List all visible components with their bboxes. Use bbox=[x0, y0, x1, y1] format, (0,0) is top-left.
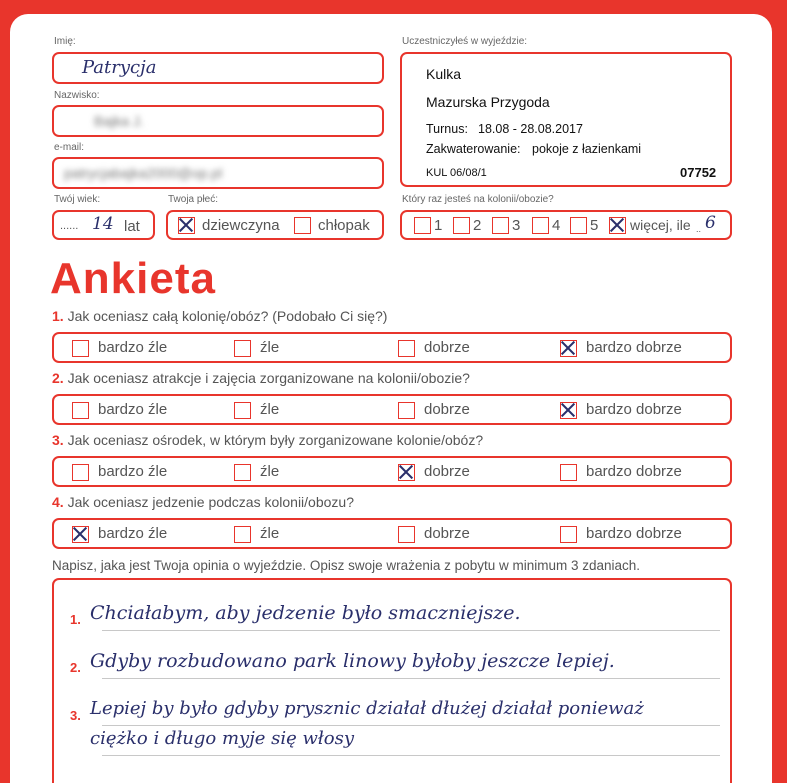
visits-field: 1 2 3 4 5 więcej, ile .. 6 bbox=[400, 210, 732, 240]
opinion-prompt: Napisz, jaka jest Twoja opinia o wyjeździe. Opisz swoje wrażenia z pobytu w minimum 3 zdaniach. bbox=[52, 558, 641, 573]
question-2-num: 2. bbox=[52, 370, 64, 386]
visits-more-checkbox[interactable] bbox=[609, 217, 626, 234]
question-3-options bbox=[52, 456, 732, 487]
wiek-label: Twój wiek: bbox=[54, 194, 101, 205]
question-3-option-1-checkbox[interactable] bbox=[72, 464, 89, 481]
trip-name: Kulka bbox=[426, 66, 462, 82]
question-1-option-3-label: dobrze bbox=[424, 339, 470, 356]
question-4-num: 4. bbox=[52, 494, 64, 510]
trip-program: Mazurska Przygoda bbox=[426, 94, 550, 110]
trip-label: Uczestniczyłeś w wyjeździe: bbox=[402, 36, 528, 47]
question-1-option-2-label: źle bbox=[260, 339, 280, 356]
page-title: Ankieta bbox=[50, 254, 216, 303]
plec-field bbox=[166, 210, 384, 240]
question-2-text bbox=[52, 370, 470, 386]
wiek-value: 14 bbox=[92, 214, 114, 234]
question-1-num: 1. bbox=[52, 308, 64, 324]
question-3-text bbox=[52, 432, 483, 448]
opinion-2-num: 2. bbox=[70, 660, 81, 675]
trip-number: 07752 bbox=[680, 165, 717, 180]
question-1-option-2-checkbox[interactable] bbox=[234, 340, 251, 357]
question-1-text bbox=[52, 308, 387, 324]
question-4-option-3-checkbox[interactable] bbox=[398, 526, 415, 543]
question-3-option-1-label: bardzo źle bbox=[98, 463, 168, 480]
opinion-3-text: Lepiej by było gdyby prysznic działał dłużej działał ponieważ bbox=[90, 698, 644, 719]
email-label: e-mail: bbox=[54, 142, 85, 153]
opinion-1-num: 1. bbox=[70, 612, 81, 627]
question-3-option-2-checkbox[interactable] bbox=[234, 464, 251, 481]
visits-5-checkbox[interactable] bbox=[570, 217, 587, 234]
question-4-option-2-checkbox[interactable] bbox=[234, 526, 251, 543]
question-2-options bbox=[52, 394, 732, 425]
turnus-value: 18.08 - 28.08.2017 bbox=[478, 122, 583, 136]
visits-3-label: 3 bbox=[512, 217, 521, 234]
question-2-label: Jak oceniasz atrakcje i zajęcia zorganizowane na kolonii/obozie? bbox=[67, 370, 470, 386]
question-1-option-1-checkbox[interactable] bbox=[72, 340, 89, 357]
email-value: patrycjabajka2000@op.pl bbox=[64, 165, 223, 181]
question-3-option-2-label: źle bbox=[260, 463, 280, 480]
question-1-option-3-checkbox[interactable] bbox=[398, 340, 415, 357]
visits-1-checkbox[interactable] bbox=[414, 217, 431, 234]
imie-field[interactable] bbox=[52, 52, 384, 84]
opinion-2-text: Gdyby rozbudowano park linowy byłoby jeszcze lepiej. bbox=[90, 650, 615, 672]
question-3-option-3-label: dobrze bbox=[424, 463, 470, 480]
imie-value: Patrycja bbox=[82, 57, 157, 78]
question-1-label: Jak oceniasz całą kolonię/obóz? (Podobało Ci się?) bbox=[67, 308, 388, 324]
visits-more-label: więcej, ile bbox=[630, 217, 691, 233]
wiek-field[interactable] bbox=[52, 210, 155, 240]
question-4-options bbox=[52, 518, 732, 549]
opinion-3-num: 3. bbox=[70, 708, 81, 723]
question-2-option-2-checkbox[interactable] bbox=[234, 402, 251, 419]
question-4-option-2-label: źle bbox=[260, 525, 280, 542]
visits-4-checkbox[interactable] bbox=[532, 217, 549, 234]
question-2-option-3-label: dobrze bbox=[424, 401, 470, 418]
question-1-option-1-label: bardzo źle bbox=[98, 339, 168, 356]
imie-label: Imię: bbox=[54, 36, 76, 47]
visits-2-checkbox[interactable] bbox=[453, 217, 470, 234]
question-4-option-1-checkbox[interactable] bbox=[72, 526, 89, 543]
wiek-unit: lat bbox=[124, 218, 140, 235]
question-4-option-1-label: bardzo źle bbox=[98, 525, 168, 542]
zakwaterowanie-label: Zakwaterowanie: bbox=[426, 142, 521, 156]
email-field[interactable] bbox=[52, 157, 384, 189]
opinion-1-text: Chciałabym, aby jedzenie było smaczniejsze. bbox=[90, 602, 521, 624]
question-1-options bbox=[52, 332, 732, 363]
nazwisko-label: Nazwisko: bbox=[54, 90, 100, 101]
plec-chlopak-checkbox[interactable] bbox=[294, 217, 311, 234]
opinion-box[interactable] bbox=[52, 578, 732, 783]
question-4-option-3-label: dobrze bbox=[424, 525, 470, 542]
visits-label: Który raz jesteś na kolonii/obozie? bbox=[402, 194, 554, 205]
visits-3-checkbox[interactable] bbox=[492, 217, 509, 234]
visits-5-label: 5 bbox=[590, 217, 599, 234]
nazwisko-field[interactable] bbox=[52, 105, 384, 137]
visits-1-label: 1 bbox=[434, 217, 443, 234]
question-2-option-4-label: bardzo dobrze bbox=[586, 401, 682, 418]
question-4-option-4-label: bardzo dobrze bbox=[586, 525, 682, 542]
question-3-option-4-checkbox[interactable] bbox=[560, 464, 577, 481]
zakwaterowanie-value: pokoje z łazienkami bbox=[532, 142, 642, 156]
trip-info-box bbox=[400, 52, 732, 187]
question-3-num: 3. bbox=[52, 432, 64, 448]
question-4-option-4-checkbox[interactable] bbox=[560, 526, 577, 543]
question-3-option-4-label: bardzo dobrze bbox=[586, 463, 682, 480]
question-2-option-1-checkbox[interactable] bbox=[72, 402, 89, 419]
question-2-option-4-checkbox[interactable] bbox=[560, 402, 577, 419]
question-1-option-4-checkbox[interactable] bbox=[560, 340, 577, 357]
plec-chlopak-label: chłopak bbox=[318, 217, 370, 234]
survey-sheet bbox=[10, 14, 772, 783]
opinion-3-text-cont: ciężko i długo myje się włosy bbox=[90, 728, 354, 749]
question-2-option-3-checkbox[interactable] bbox=[398, 402, 415, 419]
question-2-option-1-label: bardzo źle bbox=[98, 401, 168, 418]
question-2-option-2-label: źle bbox=[260, 401, 280, 418]
plec-label: Twoja płeć: bbox=[168, 194, 219, 205]
plec-dziewczyna-checkbox[interactable] bbox=[178, 217, 195, 234]
question-1-option-4-label: bardzo dobrze bbox=[586, 339, 682, 356]
question-3-label: Jak oceniasz ośrodek, w którym były zorganizowane kolonie/obóz? bbox=[67, 432, 484, 448]
visits-4-label: 4 bbox=[552, 217, 561, 234]
nazwisko-value: Bajka J. bbox=[94, 113, 144, 129]
question-4-text bbox=[52, 494, 354, 510]
visits-2-label: 2 bbox=[473, 217, 482, 234]
plec-dziewczyna-label: dziewczyna bbox=[202, 217, 280, 234]
visits-more-value: 6 bbox=[705, 213, 716, 233]
question-3-option-3-checkbox[interactable] bbox=[398, 464, 415, 481]
trip-code: KUL 06/08/1 bbox=[426, 167, 487, 179]
turnus-label: Turnus: bbox=[426, 122, 468, 136]
question-4-label: Jak oceniasz jedzenie podczas kolonii/obozu? bbox=[67, 494, 354, 510]
wiek-dots: ...... bbox=[60, 220, 79, 232]
